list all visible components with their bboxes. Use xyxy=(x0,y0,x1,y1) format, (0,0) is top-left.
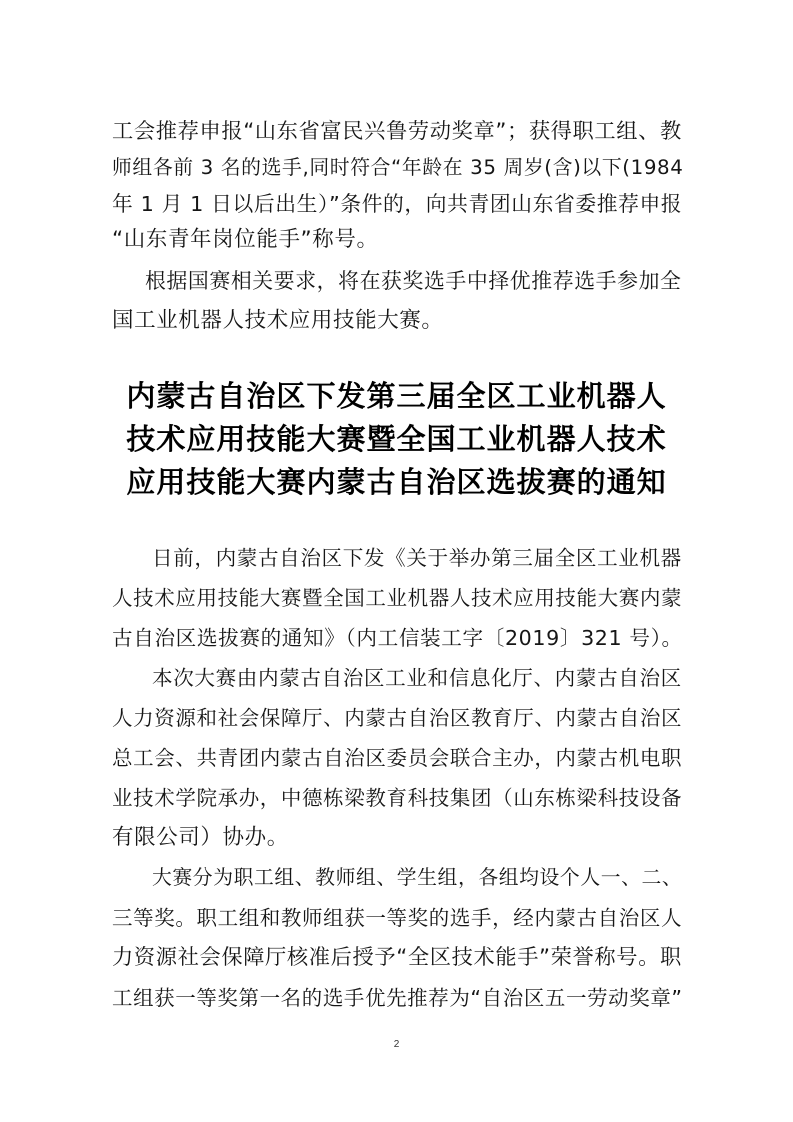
paragraph-line: 根据国赛相关要求，将在获奖选手中择优推荐选手参加全 xyxy=(145,269,682,293)
paragraph-line: 工组获一等奖第一名的选手优先推荐为“自治区五一劳动奖章” xyxy=(112,986,683,1010)
paragraph-line: 三等奖。职工组和教师组获一等奖的选手，经内蒙古自治区人 xyxy=(112,906,683,930)
paragraph-line: 大赛分为职工组、教师组、学生组，各组均设个人一、二、 xyxy=(152,866,683,889)
paragraph-line: 日前，内蒙古自治区下发《关于举办第三届全区工业机器 xyxy=(152,546,682,570)
paragraph-line: 古自治区选拔赛的通知》（内工信装工字〔2019〕321 号）。 xyxy=(112,626,683,650)
article-title-line: 技术应用技能大赛暨全国工业机器人技术 xyxy=(126,422,667,456)
page-number: 2 xyxy=(393,1039,400,1050)
paragraph-line: 国工业机器人技术应用技能大赛。 xyxy=(112,308,444,333)
paragraph-line: 师组各前 3 名的选手,同时符合“年龄在 35 周岁(含)以下(1984 xyxy=(112,156,684,179)
paragraph-line: 力资源社会保障厅核准后授予“全区技术能手”荣誉称号。职 xyxy=(112,945,682,970)
paragraph-line: 人力资源和社会保障厅、内蒙古自治区教育厅、内蒙古自治区 xyxy=(112,706,683,730)
paragraph-line: 工会推荐申报“山东省富民兴鲁劳动奖章”；获得职工组、教 xyxy=(112,119,682,144)
paragraph-line: 业技术学院承办，中德栋梁教育科技集团（山东栋梁科技设备 xyxy=(112,786,683,810)
paragraph-line: 本次大赛由内蒙古自治区工业和信息化厅、内蒙古自治区 xyxy=(152,666,682,690)
article-title-line: 内蒙古自治区下发第三届全区工业机器人 xyxy=(126,379,667,413)
paragraph-line: 总工会、共青团内蒙古自治区委员会联合主办，内蒙古机电职 xyxy=(112,746,683,770)
paragraph-line: 人技术应用技能大赛暨全国工业机器人技术应用技能大赛内蒙 xyxy=(112,586,683,610)
paragraph-line: 有限公司）协办。 xyxy=(112,825,289,850)
article-title-line: 应用技能大赛内蒙古自治区选拔赛的通知 xyxy=(126,465,667,499)
paragraph-line: 年 1 月 1 日以后出生）”条件的，向共青团山东省委推荐申报 xyxy=(112,192,683,216)
paragraph-line: “山东青年岗位能手”称号。 xyxy=(112,227,379,252)
